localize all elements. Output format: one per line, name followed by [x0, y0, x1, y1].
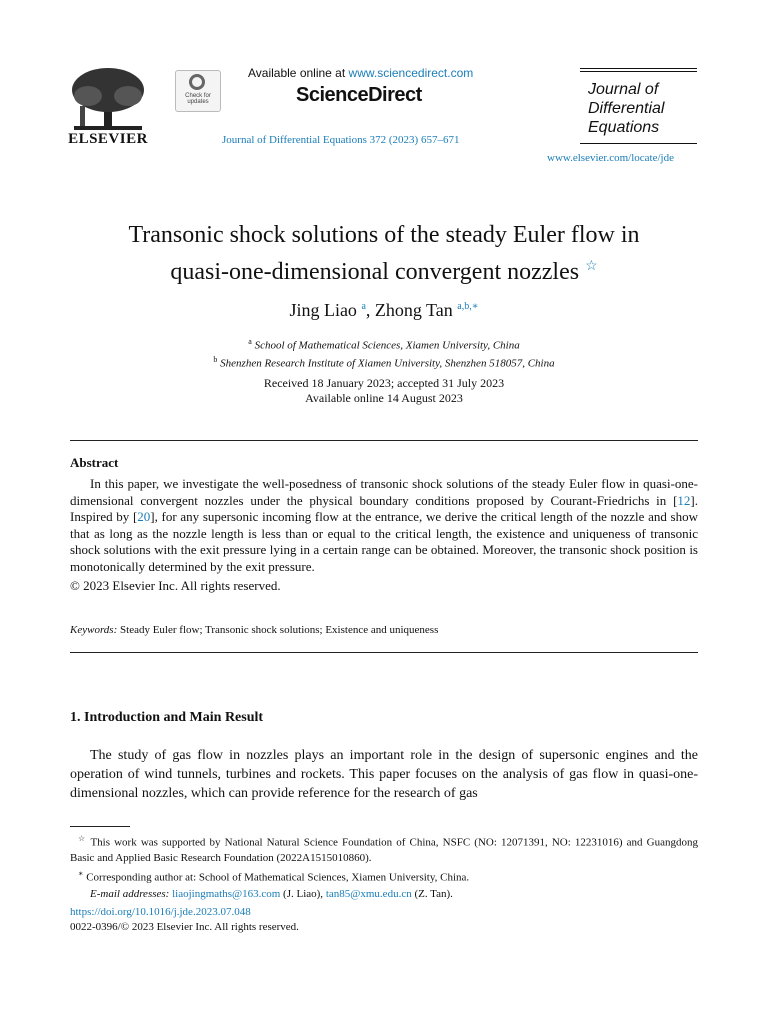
- article-title: [60, 220, 708, 288]
- available-date: Available online 14 August 2023: [305, 391, 463, 405]
- section-heading: 1. Introduction and Main Result: [70, 710, 264, 725]
- author-name: Jing Liao: [289, 300, 357, 320]
- journal-logo-line-2: Differential: [588, 100, 665, 117]
- abstract-heading: Abstract: [70, 455, 119, 470]
- journal-citation-link[interactable]: Journal of Differential Equations 372 (2023) 657–671: [222, 134, 460, 146]
- issn-copyright: 0022-0396/© 2023 Elsevier Inc. All rights reserved.: [70, 921, 299, 933]
- sciencedirect-link[interactable]: www.sciencedirect.com: [348, 66, 474, 80]
- title-footnote-star-icon[interactable]: ☆: [585, 259, 598, 274]
- received-date: Received 18 January 2023; accepted 31 July 2023: [263, 376, 505, 390]
- journal-url-link[interactable]: www.elsevier.com/locate/jde: [547, 152, 674, 164]
- footnote-emails: E-mail addresses: liaojingmaths@163.com (J. Liao), tan85@xmu.edu.cn (Z. Tan).: [90, 887, 453, 900]
- affiliation-a: $^a$ School of Mathematical Sciences, Xiamen University, China: [248, 337, 520, 352]
- abstract-copyright: © 2023 Elsevier Inc. All rights reserved.: [70, 578, 281, 593]
- abstract-text: In this paper, we investigate the well-posedness of transonic shock solutions of the steady Euler flow in quasi-one-dimensional convergent nozzles under the physical boundary conditions proposed by Courant-Friedrichs in [12]. Inspired by [20], for any supersonic incoming flow at the entrance, we derive the critical length of the nozzle and show that as long as the nozzle length is less than or equal to the critical length, the existence and uniqueness of transonic shock solutions with the exit pressure lying in a certain range can be obtained. Moreover, the transonic shock position is monotonically determined by the exit pressure.: [70, 476, 699, 574]
- email-link[interactable]: tan85@xmu.edu.cn: [325, 887, 412, 900]
- title-line-2: quasi-one-dimensional convergent nozzles: [170, 259, 580, 285]
- author-affil-mark[interactable]: a,b,∗: [457, 301, 479, 312]
- citation-link[interactable]: 20: [137, 509, 151, 524]
- section-text: The study of gas flow in nozzles plays an important role in the design of supersonic engines and the operation of wind tunnels, turbines and rockets. This paper focuses on the analysis of gas flow in quasi-one-dimensional nozzles, which can provide reference for the research of gas: [70, 748, 698, 801]
- journal-logo: [580, 68, 697, 146]
- affiliation-b: $^b$ Shenzhen Research Institute of Xiamen University, Shenzhen 518057, China: [213, 355, 555, 370]
- available-online: [248, 66, 473, 80]
- check-updates-icon: [189, 74, 205, 90]
- footnote-corresponding: ∗ Corresponding author at: School of Mathematical Sciences, Xiamen University, China.: [78, 869, 470, 885]
- check-updates-label: Check for updates: [185, 93, 211, 105]
- publisher-name: ELSEVIER: [68, 131, 148, 147]
- footnote-funding: ☆ This work was supported by National Natural Science Foundation of China, NSFC (NO: 12071391, NO: 12231016) and Guangdong Basic and Applied Basic Research Foundation (2022A1515010860).: [70, 834, 698, 865]
- footnote-divider: [70, 826, 130, 827]
- email-link[interactable]: liaojingmaths@163.com: [172, 887, 281, 900]
- divider: [70, 440, 698, 441]
- author-affil-mark[interactable]: a: [361, 301, 366, 312]
- footnotes: [70, 831, 698, 902]
- journal-logo-line-1: Journal of: [588, 81, 659, 98]
- journal-logo-line-3: Equations: [588, 119, 660, 136]
- check-for-updates-badge[interactable]: [175, 70, 221, 112]
- divider: [70, 652, 698, 653]
- sciencedirect-brand: ScienceDirect: [296, 84, 422, 106]
- author-name: Zhong Tan: [374, 300, 453, 320]
- available-online-prefix: Available online at: [248, 66, 349, 80]
- author-list: Jing Liao $^a$, Zhong Tan $^{a,b,∗}$: [289, 300, 479, 320]
- doi-link[interactable]: https://doi.org/10.1016/j.jde.2023.07.048: [70, 906, 251, 918]
- title-line-1: Transonic shock solutions of the steady Euler flow in: [128, 222, 640, 248]
- keywords: Keywords: Steady Euler flow; Transonic shock solutions; Existence and uniqueness: [70, 624, 439, 636]
- citation-link[interactable]: 12: [677, 492, 691, 508]
